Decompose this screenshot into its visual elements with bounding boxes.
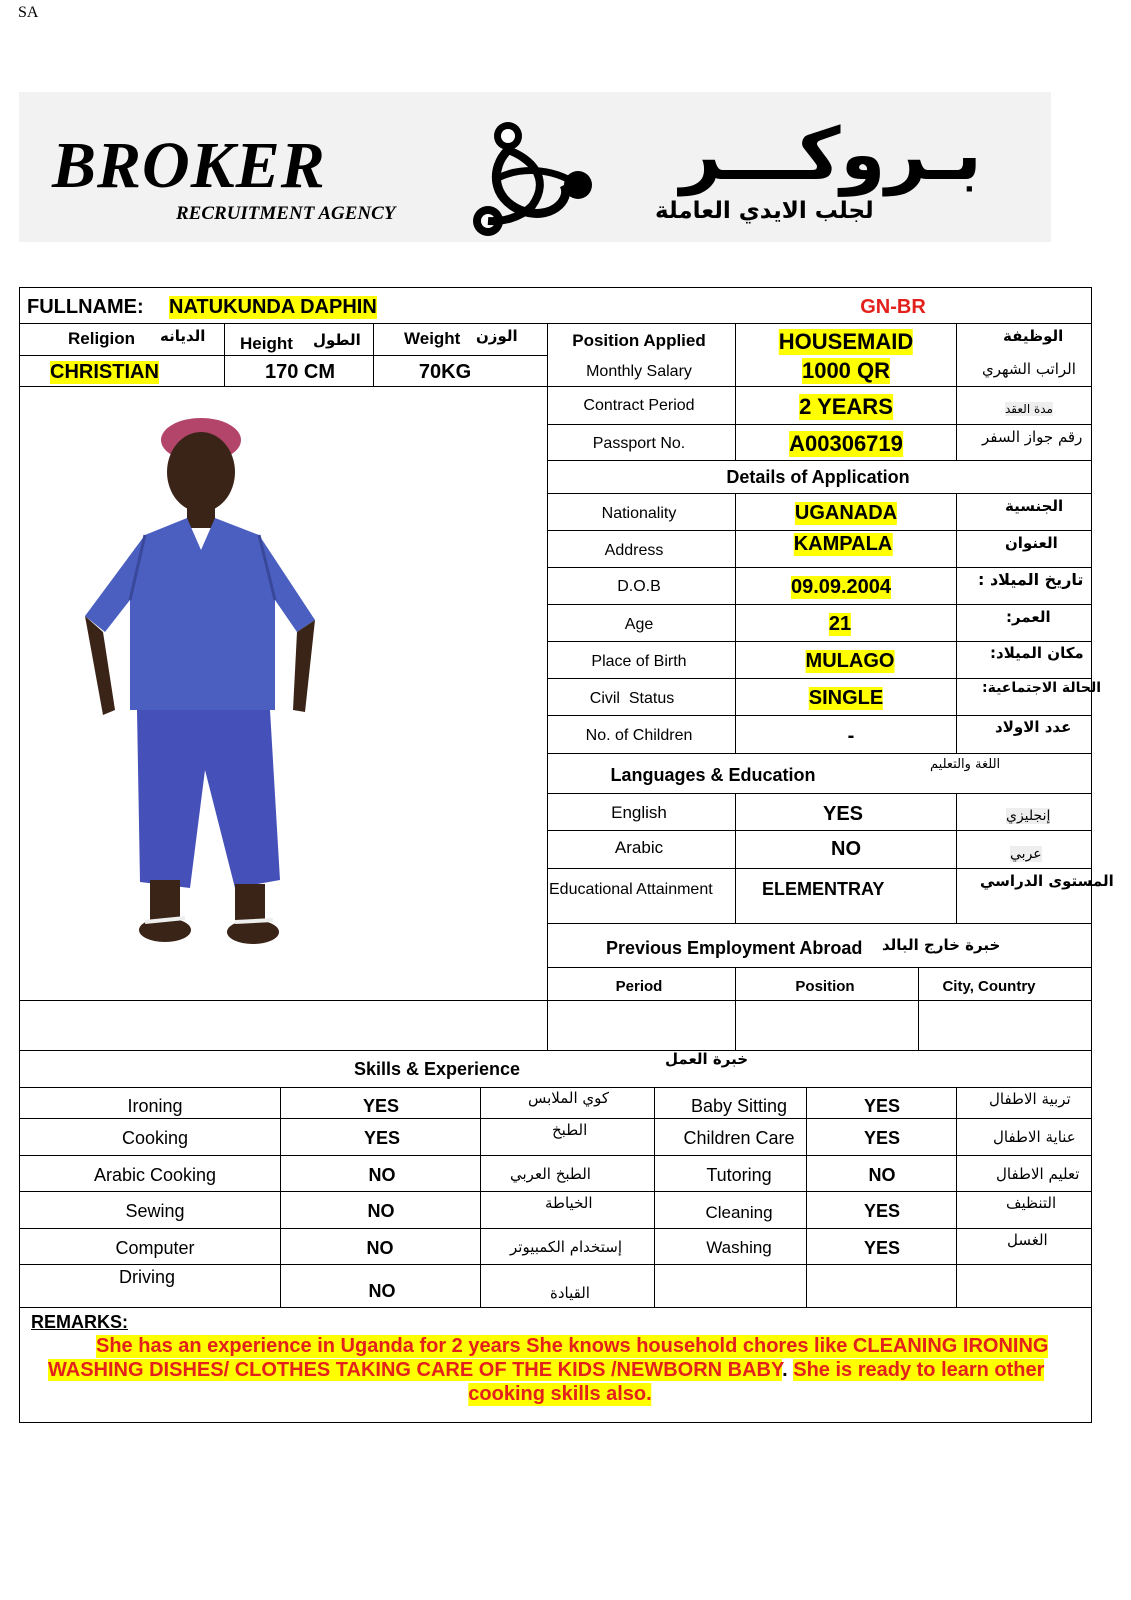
skill-label-ar: كوي الملابس [528, 1089, 610, 1107]
details-label: Age [624, 616, 654, 633]
reference-code: GN-BR [860, 296, 926, 318]
skill-value: YES [863, 1238, 901, 1258]
skill-label-ar: القيادة [550, 1284, 590, 1302]
skill-value: NO [368, 1281, 396, 1301]
fullname-label: FULLNAME: [27, 296, 144, 318]
skill-label-ar: التنظيف [1006, 1194, 1057, 1212]
logo-english: BROKER [52, 129, 326, 202]
skill-label-ar: الطبخ [552, 1121, 588, 1139]
skills-title-ar: خبرة العمل [665, 1050, 749, 1068]
details-value: 21 [828, 613, 852, 635]
remarks-line-2a: WASHING DISHES/ CLOTHES TAKING CARE OF THE KIDS /NEWBORN BABY [48, 1359, 783, 1381]
details-value: UGANADA [794, 502, 898, 524]
details-ar: مكان الميلاد: [990, 644, 1084, 662]
employment-col-position: Position [795, 978, 855, 995]
skill-label: Driving [118, 1267, 176, 1287]
skill-value: NO [868, 1165, 896, 1185]
remarks-line-2c: She is ready to learn other [793, 1359, 1045, 1381]
height-value: 170 CM [264, 361, 336, 383]
skill-value: YES [362, 1096, 400, 1116]
employment-title-ar: خبرة خارج البالد [882, 936, 1001, 954]
remarks-line-3: cooking skills also. [468, 1383, 652, 1405]
skill-value: YES [363, 1128, 401, 1148]
weight-label-ar: الوزن [476, 327, 518, 345]
details-label: Nationality [601, 505, 677, 522]
height-label: Height [240, 334, 293, 353]
skill-label: Baby Sitting [690, 1096, 788, 1116]
skill-label-ar: عناية الاطفال [993, 1128, 1076, 1146]
contract-ar: مدة العقد [1005, 402, 1053, 416]
skill-label-ar: تعليم الاطفال [996, 1165, 1080, 1183]
details-label: Address [604, 542, 664, 559]
details-label: D.O.B [617, 578, 661, 595]
details-ar: العمر: [1006, 608, 1051, 626]
contract-value: 2 YEARS [799, 394, 893, 419]
skill-label: Computer [115, 1238, 195, 1258]
details-value: KAMPALA [793, 533, 893, 555]
salary-label: Monthly Salary [586, 363, 692, 380]
employment-col-city: City, Country [942, 978, 1036, 995]
language-label: English [611, 803, 667, 822]
language-value: YES [822, 803, 864, 825]
weight-value: 70KG [418, 361, 472, 383]
remarks-line-2 [48, 1359, 1044, 1382]
religion-value: CHRISTIAN [50, 361, 159, 383]
details-ar: عدد الاولاد [995, 718, 1072, 736]
details-ar: تاريخ الميلاد : [978, 570, 1084, 589]
applicant-photo [75, 410, 335, 970]
language-label: Arabic [614, 838, 664, 857]
height-label-ar: الطول [313, 331, 361, 349]
details-ar: الجنسية [1005, 497, 1064, 515]
languages-title: Languages & Education [610, 765, 816, 785]
details-label: No. of Children [585, 727, 693, 744]
religion-label: Religion [68, 329, 136, 348]
remarks-line-2b: . [782, 1359, 788, 1381]
skill-label: Ironing [127, 1096, 183, 1116]
position-applied-ar: الوظيفة [1003, 327, 1064, 345]
skill-label: Tutoring [706, 1165, 772, 1185]
skill-label: Cooking [121, 1128, 189, 1148]
language-value: ELEMENTRAY [762, 879, 885, 899]
details-value: MULAGO [805, 650, 895, 672]
contract-label: Contract Period [583, 397, 695, 414]
skills-title: Skills & Experience [353, 1059, 521, 1079]
skill-label: Cleaning [705, 1203, 773, 1222]
details-title: Details of Application [726, 467, 910, 487]
details-value: 09.09.2004 [790, 576, 892, 598]
skill-label-ar: الطبخ العربي [510, 1165, 591, 1183]
language-ar: المستوى الدراسي [980, 872, 1114, 890]
logo-arabic: بـروكـــر [680, 112, 982, 196]
details-value: - [847, 725, 855, 747]
languages-title-ar: اللغة والتعليم [930, 757, 1001, 772]
salary-ar: الراتب الشهري [982, 360, 1076, 378]
remarks-label: REMARKS: [31, 1312, 128, 1332]
skill-value: NO [366, 1238, 394, 1258]
employment-title: Previous Employment Abroad [606, 938, 863, 958]
weight-label: Weight [404, 329, 461, 348]
corner-label: SA [18, 4, 39, 21]
skill-label-ar: الغسل [1007, 1231, 1048, 1249]
details-label: Civil Status [589, 690, 675, 707]
language-ar: إنجليزي [1006, 808, 1051, 824]
religion-label-ar: الديانه [160, 327, 206, 345]
skill-label-ar: تربية الاطفال [989, 1090, 1071, 1108]
skill-value: YES [863, 1128, 901, 1148]
skill-label-ar: الخياطة [545, 1194, 593, 1212]
skill-value: NO [368, 1165, 396, 1185]
position-applied-value: HOUSEMAID [778, 329, 914, 354]
language-value: NO [831, 838, 861, 860]
skill-value: YES [863, 1201, 901, 1221]
position-applied-label: Position Applied [572, 331, 706, 350]
skill-label-ar: إستخدام الكمبيوتر [510, 1238, 622, 1256]
details-value: SINGLE [808, 687, 884, 709]
fullname-value: NATUKUNDA DAPHIN [169, 296, 377, 318]
skill-label: Children Care [683, 1128, 795, 1148]
skill-label: Arabic Cooking [93, 1165, 217, 1185]
language-ar: عربي [1010, 846, 1042, 862]
logo-mark-icon [470, 118, 605, 243]
employment-col-period: Period [615, 978, 663, 995]
details-ar: العنوان [1005, 534, 1058, 552]
logo-english-subtitle: RECRUITMENT AGENCY [176, 203, 396, 224]
passport-ar: رقم جواز السفر [982, 428, 1083, 446]
details-ar: الحالة الاجتماعية: [982, 680, 1102, 696]
remarks-line-1: She has an experience in Uganda for 2 years She knows household chores like CLEANING IRONING [96, 1335, 1049, 1357]
language-label: Educational Attainment [549, 881, 713, 898]
skill-label: Sewing [125, 1201, 185, 1221]
passport-label: Passport No. [592, 435, 686, 452]
skill-value: NO [367, 1201, 395, 1221]
details-label: Place of Birth [591, 653, 687, 670]
salary-value: 1000 QR [801, 358, 891, 383]
skill-label: Washing [706, 1238, 772, 1257]
logo-arabic-subtitle: لجلب الايدي العاملة [655, 198, 874, 224]
passport-value: A00306719 [789, 431, 903, 456]
skill-value: YES [863, 1096, 901, 1116]
